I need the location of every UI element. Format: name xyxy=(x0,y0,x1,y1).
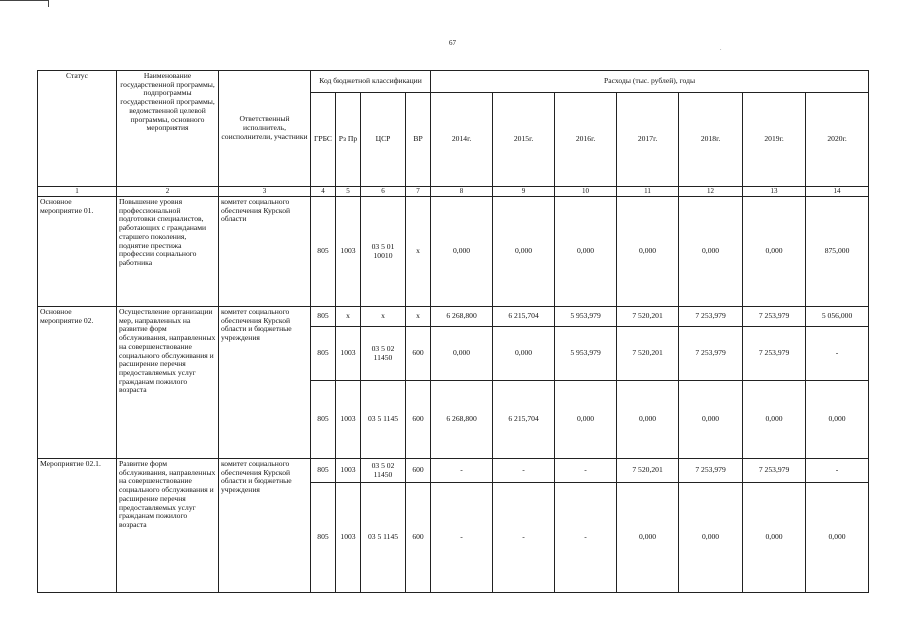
cell-csr: 03 5 01 10010 xyxy=(361,197,406,307)
cell-grbs: 805 xyxy=(311,459,336,483)
cell-value: 5 056,000 xyxy=(806,307,869,327)
cell-value: 0,000 xyxy=(431,197,493,307)
cell-value: 0,000 xyxy=(806,381,869,459)
header-year: 2018г. xyxy=(679,93,743,187)
cell-value: 0,000 xyxy=(617,197,679,307)
header-expenses: Расходы (тыс. рублей), годы xyxy=(431,71,869,93)
cell-grbs: 805 xyxy=(311,197,336,307)
cell-value: 0,000 xyxy=(617,483,679,593)
cell-rzpr: 1003 xyxy=(336,197,361,307)
margin-mark: . xyxy=(720,46,722,52)
cell-value: 0,000 xyxy=(679,483,743,593)
cell-value: 7 253,979 xyxy=(743,307,806,327)
cell-value: 0,000 xyxy=(743,483,806,593)
cell-value: 0,000 xyxy=(806,483,869,593)
header-year: 2015г. xyxy=(493,93,555,187)
row-status: Основное мероприятие 02. xyxy=(38,307,117,459)
column-number: 11 xyxy=(617,187,679,197)
header-executor: Ответственный исполнитель, соисполнители, участники xyxy=(219,71,311,187)
cell-value: 6 268,800 xyxy=(431,307,493,327)
row-status: Основное мероприятие 01. xyxy=(38,197,117,307)
row-name: Осуществление организации мер, направленных на развитие форм обслуживания, направленных на совершенствование социального обслуживания и расширение перечня предоставляемых услуг гражданам пожилого возраста xyxy=(117,307,219,459)
cell-value: - xyxy=(431,459,493,483)
cell-rzpr: 1003 xyxy=(336,483,361,593)
row-name: Повышение уровня профессиональной подготовки специалистов, работающих с гражданами старшего поколения, поднятие престижа профессии социального работника xyxy=(117,197,219,307)
header-kbk: Код бюджетной классификации xyxy=(311,71,431,93)
page-number: 67 xyxy=(449,39,456,47)
cell-value: 875,000 xyxy=(806,197,869,307)
header-year: 2020г. xyxy=(806,93,869,187)
header-vr: ВР xyxy=(406,93,431,187)
cell-value: 7 520,201 xyxy=(617,307,679,327)
column-number: 2 xyxy=(117,187,219,197)
table-row xyxy=(38,197,869,307)
cell-value: 0,000 xyxy=(431,327,493,381)
cell-value: 7 520,201 xyxy=(617,327,679,381)
cell-value: 0,000 xyxy=(493,197,555,307)
cell-grbs: 805 xyxy=(311,483,336,593)
cell-value: 7 253,979 xyxy=(743,327,806,381)
column-number: 9 xyxy=(493,187,555,197)
column-number: 3 xyxy=(219,187,311,197)
column-number: 1 xyxy=(38,187,117,197)
cell-value: 6 268,800 xyxy=(431,381,493,459)
cell-grbs: 805 xyxy=(311,381,336,459)
cell-vr: 600 xyxy=(406,483,431,593)
header-row xyxy=(38,71,869,93)
column-number-row xyxy=(38,187,869,197)
cell-value: 6 215,704 xyxy=(493,307,555,327)
header-csr: ЦСР xyxy=(361,93,406,187)
cell-value: - xyxy=(493,459,555,483)
column-number: 5 xyxy=(336,187,361,197)
cell-value: - xyxy=(493,483,555,593)
cell-grbs: 805 xyxy=(311,327,336,381)
cell-csr: 03 5 02 11450 xyxy=(361,327,406,381)
header-year: 2016г. xyxy=(555,93,617,187)
row-name: Развитие форм обслуживания, направленных на совершенствование социального обслуживания и расширение перечня предоставляемых услуг гражданам пожилого возраста xyxy=(117,459,219,593)
column-number: 4 xyxy=(311,187,336,197)
cell-vr: 600 xyxy=(406,381,431,459)
cell-value: - xyxy=(555,459,617,483)
header-rzpr: Рз Пр xyxy=(336,93,361,187)
row-status: Мероприятие 02.1. xyxy=(38,459,117,593)
cell-value: 0,000 xyxy=(743,197,806,307)
corner-mark xyxy=(0,0,49,7)
row-executor: комитет социального обеспечения Курской области и бюджетные учреждения xyxy=(219,307,311,459)
cell-value: 0,000 xyxy=(555,197,617,307)
cell-rzpr: 1003 xyxy=(336,381,361,459)
cell-value: 0,000 xyxy=(679,197,743,307)
cell-value: 7 253,979 xyxy=(679,327,743,381)
header-grbs: ГРБС xyxy=(311,93,336,187)
cell-value: - xyxy=(555,483,617,593)
cell-value: - xyxy=(431,483,493,593)
cell-vr: х xyxy=(406,307,431,327)
cell-value: 5 953,979 xyxy=(555,327,617,381)
header-year: 2014г. xyxy=(431,93,493,187)
header-status: Статус xyxy=(38,71,117,187)
cell-value: - xyxy=(806,327,869,381)
cell-csr: 03 5 1145 xyxy=(361,381,406,459)
cell-value: 5 953,979 xyxy=(555,307,617,327)
cell-value: 7 253,979 xyxy=(679,307,743,327)
cell-value: 0,000 xyxy=(555,381,617,459)
column-number: 14 xyxy=(806,187,869,197)
cell-value: 0,000 xyxy=(743,381,806,459)
cell-value: 7 253,979 xyxy=(679,459,743,483)
header-year: 2019г. xyxy=(743,93,806,187)
header-name: Наименование государственной программы, подпрограммы государственной программы, ведомственной целевой программы, основного мероприятия xyxy=(117,71,219,187)
cell-value: 7 520,201 xyxy=(617,459,679,483)
table-row xyxy=(38,459,869,483)
cell-vr: х xyxy=(406,197,431,307)
cell-vr: 600 xyxy=(406,327,431,381)
row-executor: комитет социального обеспечения Курской области xyxy=(219,197,311,307)
budget-table xyxy=(37,70,869,593)
column-number: 10 xyxy=(555,187,617,197)
column-number: 6 xyxy=(361,187,406,197)
row-executor: комитет социального обеспечения Курской области и бюджетные учреждения xyxy=(219,459,311,593)
cell-rzpr: х xyxy=(336,307,361,327)
column-number: 12 xyxy=(679,187,743,197)
cell-value: 0,000 xyxy=(679,381,743,459)
cell-value: 0,000 xyxy=(493,327,555,381)
cell-grbs: 805 xyxy=(311,307,336,327)
cell-csr: 03 5 1145 xyxy=(361,483,406,593)
cell-csr: 03 5 02 11450 xyxy=(361,459,406,483)
header-year: 2017г. xyxy=(617,93,679,187)
table-row xyxy=(38,307,869,327)
cell-csr: х xyxy=(361,307,406,327)
cell-value: 0,000 xyxy=(617,381,679,459)
cell-value: - xyxy=(806,459,869,483)
cell-rzpr: 1003 xyxy=(336,459,361,483)
cell-value: 7 253,979 xyxy=(743,459,806,483)
column-number: 13 xyxy=(743,187,806,197)
cell-rzpr: 1003 xyxy=(336,327,361,381)
cell-vr: 600 xyxy=(406,459,431,483)
cell-value: 6 215,704 xyxy=(493,381,555,459)
column-number: 7 xyxy=(406,187,431,197)
column-number: 8 xyxy=(431,187,493,197)
